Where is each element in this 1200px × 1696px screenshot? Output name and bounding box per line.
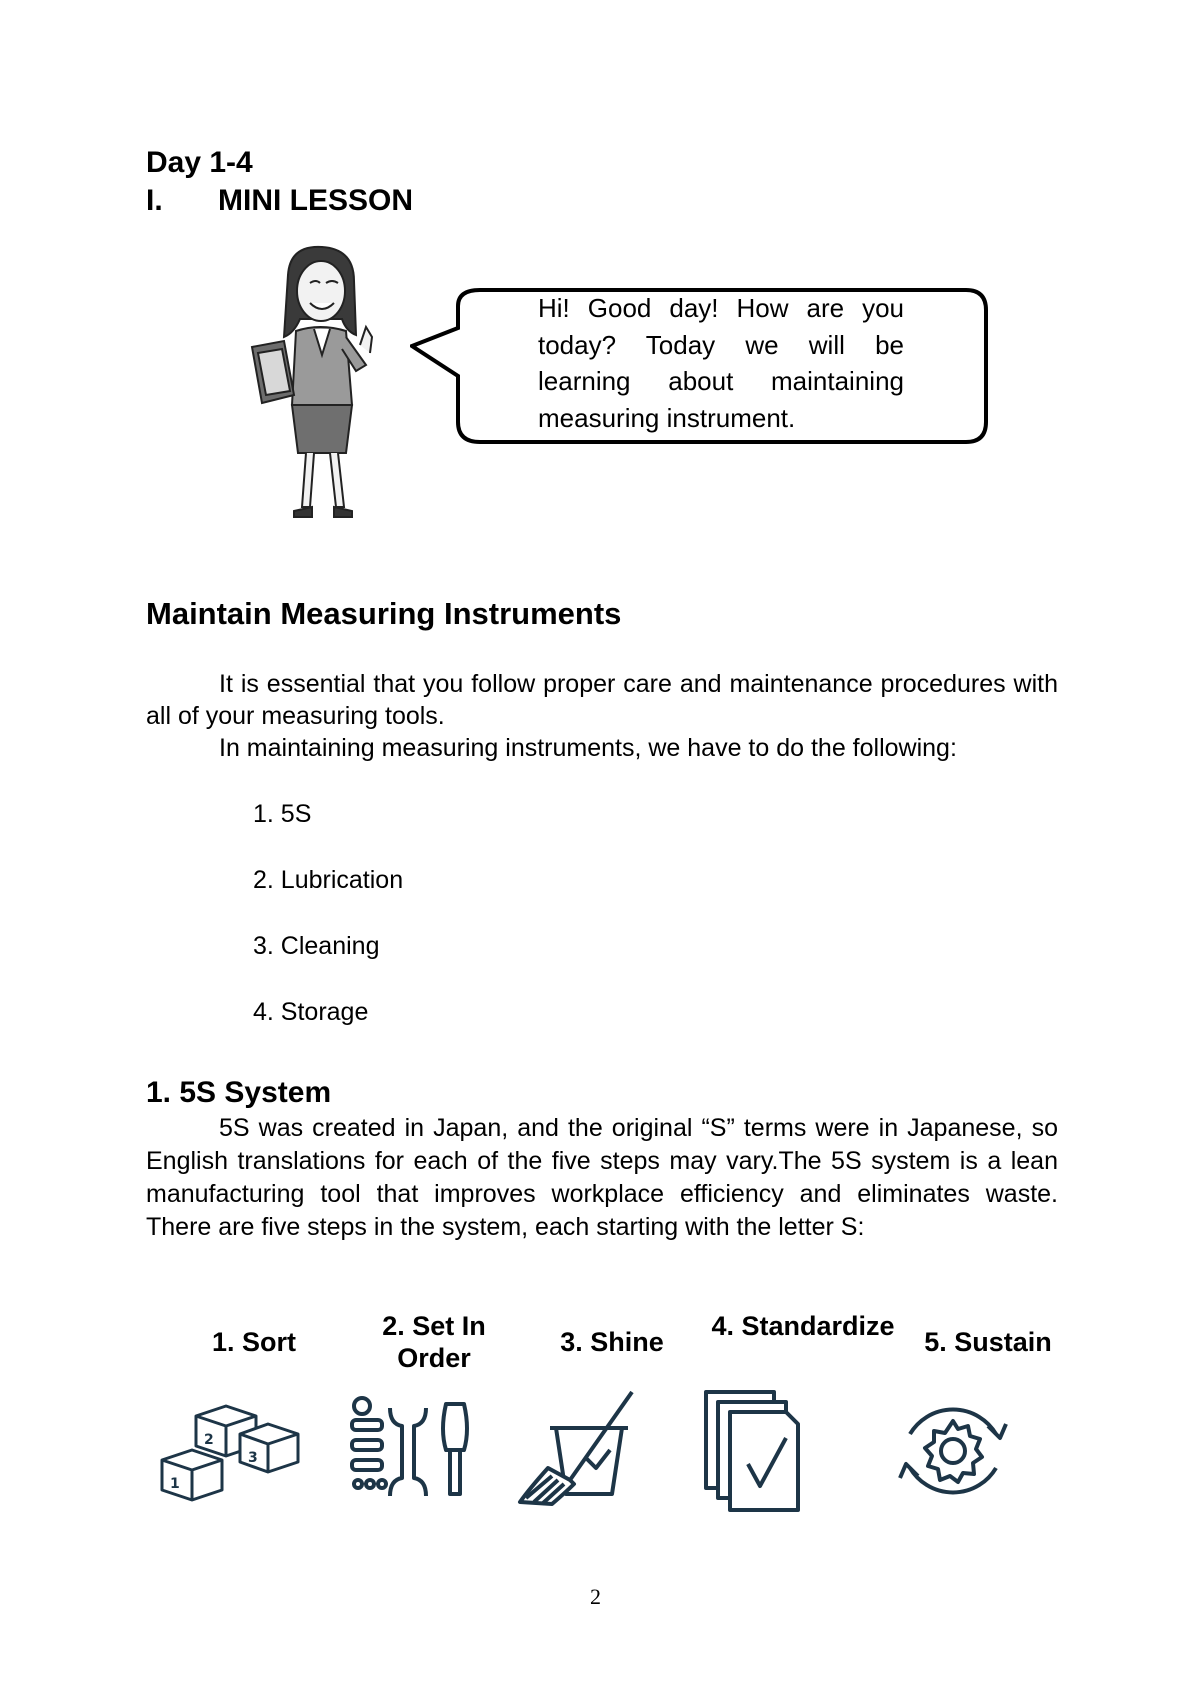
section-number: I. <box>146 184 163 217</box>
step-label-set-in-order: 2. Set In Order <box>382 1311 486 1373</box>
section-title: MINI LESSON <box>218 184 414 217</box>
step-label-standardize: 4. Standardize <box>711 1311 895 1341</box>
box-number: 2 <box>204 1432 214 1448</box>
list-item: 1. 5S <box>253 800 312 828</box>
main-heading: Maintain Measuring Instruments <box>146 596 622 631</box>
checklist-documents-icon <box>702 1388 812 1516</box>
five-s-paragraph: 5S was created in Japan, and the original “S” terms were in Japanese, so English translations for each of the five steps may vary.The 5S system is a lean manufacturing tool that improves workplace efficiency and eliminates waste. There are five steps in the system, each starting with the letter S: <box>146 1114 1058 1241</box>
instruction-paragraph: In maintaining measuring instruments, we have to do the following: <box>219 734 957 762</box>
step-label-shine: 3. Shine <box>560 1327 664 1357</box>
step-label-sort: 1. Sort <box>211 1327 297 1357</box>
five-s-heading: 1. 5S System <box>146 1076 332 1109</box>
boxes-icon <box>156 1394 306 1504</box>
page-number: 2 <box>590 1584 601 1609</box>
speech-bubble-text: Hi! Good day! How are you today? Today we will be learning about maintaining measuring instrument. <box>538 293 904 433</box>
list-item: 2. Lubrication <box>253 866 404 894</box>
list-item: 4. Storage <box>253 998 369 1026</box>
day-label: Day 1-4 <box>146 146 253 179</box>
list-item: 3. Cleaning <box>253 932 380 960</box>
tools-icon <box>346 1394 486 1504</box>
box-number: 3 <box>248 1450 258 1466</box>
step-label-sustain: 5. Sustain <box>924 1327 1052 1357</box>
gear-cycle-icon <box>888 1394 1018 1508</box>
teacher-illustration <box>250 245 390 525</box>
box-number: 1 <box>170 1476 180 1492</box>
broom-bucket-icon <box>520 1392 632 1504</box>
intro-paragraph: It is essential that you follow proper care and maintenance procedures with all of your measuring tools. <box>146 670 1058 730</box>
